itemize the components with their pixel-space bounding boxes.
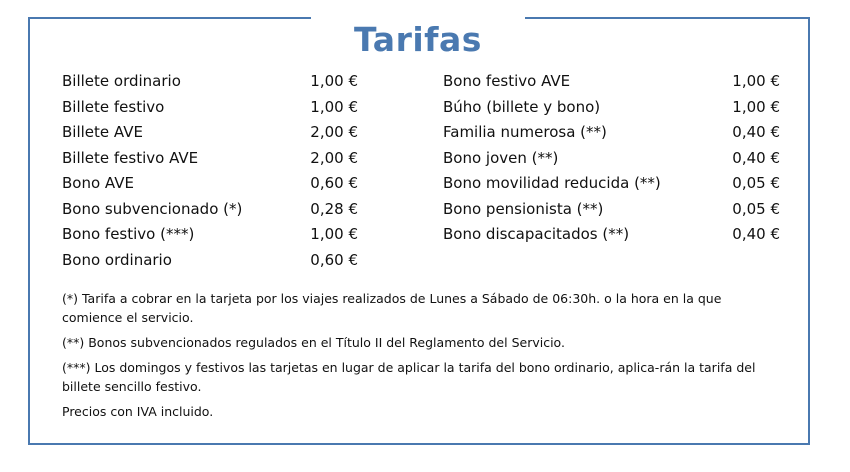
footnotes (62, 289, 782, 427)
fare-price: 1,00 € (732, 72, 780, 90)
fare-name: Bono pensionista (**) (443, 199, 604, 218)
footnote-triple-asterisk: (***) Los domingos y festivos las tarjetas en lugar de aplicar la tarifa del bono ordinario, aplica-rán la tarifa del billete sencillo festivo. (62, 360, 756, 394)
frame-top-line-left (28, 17, 311, 19)
footnote-vat-included: Precios con IVA incluido. (62, 404, 214, 419)
fare-name: Bono discapacitados (**) (443, 225, 630, 243)
fare-name: Bono movilidad reducida (**) (443, 174, 661, 192)
fare-row (443, 171, 780, 197)
fare-price: 1,00 € (310, 72, 358, 90)
fare-name: Billete AVE (62, 123, 143, 141)
fare-price: 1,00 € (310, 97, 358, 116)
fare-name: Billete festivo AVE (62, 148, 199, 167)
fare-row (62, 171, 358, 197)
fare-price: 0,60 € (310, 174, 358, 192)
fare-price: 0,40 € (732, 225, 780, 243)
frame-top-line-right (525, 17, 810, 19)
fare-row (62, 222, 358, 248)
fare-row (62, 120, 358, 146)
footnote-double-asterisk: (**) Bonos subvencionados regulados en el Título II del Reglamento del Servicio. (62, 335, 565, 350)
fare-row (62, 69, 358, 95)
fare-row (443, 69, 780, 95)
fare-row (443, 197, 780, 223)
fare-row (62, 146, 358, 172)
page-title: Tarifas (354, 20, 482, 60)
fare-price: 1,00 € (732, 97, 780, 116)
footnote-single-asterisk: (*) Tarifa a cobrar en la tarjeta por los viajes realizados de Lunes a Sábado de 06:30h. o la hora en la que comience el servicio. (62, 291, 722, 325)
fare-name: Bono festivo (***) (62, 225, 195, 243)
fare-list-right (443, 69, 780, 248)
fare-price: 2,00 € (310, 123, 358, 141)
fare-name: Familia numerosa (**) (443, 123, 607, 141)
fare-name: Bono festivo AVE (443, 72, 571, 90)
fare-name: Bono joven (**) (443, 148, 559, 167)
fare-row (62, 197, 358, 223)
fare-price: 0,40 € (732, 148, 780, 167)
fare-list-left (62, 69, 358, 273)
fare-row (62, 248, 358, 274)
fare-price: 0,40 € (732, 123, 780, 141)
fare-price: 0,60 € (310, 250, 358, 269)
fare-row (443, 222, 780, 248)
fare-name: Bono AVE (62, 174, 134, 192)
fare-row (443, 146, 780, 172)
fare-price: 0,05 € (732, 174, 780, 192)
fare-name: Bono subvencionado (*) (62, 199, 243, 218)
fare-row (443, 120, 780, 146)
fare-name: Bono ordinario (62, 250, 172, 269)
fare-name: Billete ordinario (62, 72, 181, 90)
fare-row (443, 95, 780, 121)
fare-price: 0,05 € (732, 199, 780, 218)
fare-name: Búho (billete y bono) (443, 97, 601, 116)
fare-price: 2,00 € (310, 148, 358, 167)
fare-price: 0,28 € (310, 199, 358, 218)
fare-name: Billete festivo (62, 97, 165, 116)
fare-row (62, 95, 358, 121)
fare-price: 1,00 € (310, 225, 358, 243)
